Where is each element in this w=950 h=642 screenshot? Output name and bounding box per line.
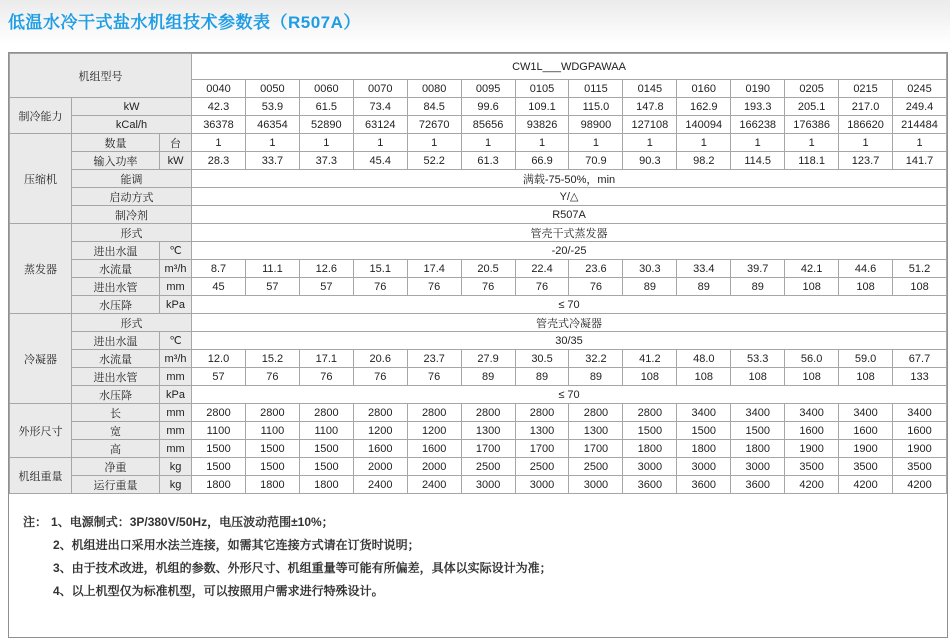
spec-panel xyxy=(8,52,948,638)
value-cell: 114.5 xyxy=(731,152,785,170)
value-cell: 141.7 xyxy=(893,152,947,170)
value-cell: 1200 xyxy=(353,422,407,440)
value-cell: 1 xyxy=(461,134,515,152)
value-cell: 89 xyxy=(461,368,515,386)
row-label: 净重 xyxy=(72,458,160,476)
section-label: 压缩机 xyxy=(10,134,72,224)
value-cell: 3600 xyxy=(623,476,677,494)
value-cell: 127108 xyxy=(623,116,677,134)
spec-table xyxy=(9,53,947,494)
unit-label: mm xyxy=(160,422,192,440)
table-row xyxy=(10,134,947,152)
table-row xyxy=(10,170,947,188)
table-row xyxy=(10,386,947,404)
value-cell: 214484 xyxy=(893,116,947,134)
value-cell: 162.9 xyxy=(677,98,731,116)
value-cell: 1700 xyxy=(569,440,623,458)
section-label: 蒸发器 xyxy=(10,224,72,314)
value-cell: 84.5 xyxy=(407,98,461,116)
unit-label: m³/h xyxy=(160,350,192,368)
value-cell: 2000 xyxy=(353,458,407,476)
value-cell: 17.1 xyxy=(299,350,353,368)
table-row xyxy=(10,422,947,440)
value-cell: 45.4 xyxy=(353,152,407,170)
value-cell: 1100 xyxy=(299,422,353,440)
value-cell: 3500 xyxy=(839,458,893,476)
row-label: 长 xyxy=(72,404,160,422)
value-cell: 1500 xyxy=(245,458,299,476)
merged-value-cell: Y/△ xyxy=(192,188,947,206)
value-cell: 1800 xyxy=(677,440,731,458)
table-row xyxy=(10,152,947,170)
value-cell: 93826 xyxy=(515,116,569,134)
value-cell: 52.2 xyxy=(407,152,461,170)
value-cell: 2800 xyxy=(245,404,299,422)
value-cell: 22.4 xyxy=(515,260,569,278)
value-cell: 3400 xyxy=(893,404,947,422)
value-cell: 76 xyxy=(353,278,407,296)
row-label: 水流量 xyxy=(72,260,160,278)
value-cell: 1 xyxy=(245,134,299,152)
unit-label: m³/h xyxy=(160,260,192,278)
value-cell: 41.2 xyxy=(623,350,677,368)
value-cell: 3600 xyxy=(731,476,785,494)
model-number-cell: 0205 xyxy=(785,80,839,98)
note-item: 1、电源制式：3P/380V/50Hz，电压波动范围±10%； xyxy=(51,515,334,529)
value-cell: 89 xyxy=(677,278,731,296)
series-name-cell: CW1L___WDGPAWAA xyxy=(192,54,947,80)
table-body xyxy=(10,98,947,494)
model-number-cell: 0095 xyxy=(461,80,515,98)
value-cell: 1500 xyxy=(677,422,731,440)
value-cell: 2800 xyxy=(623,404,677,422)
unit-label: ℃ xyxy=(160,242,192,260)
merged-value-cell: -20/-25 xyxy=(192,242,947,260)
value-cell: 108 xyxy=(839,368,893,386)
value-cell: 20.6 xyxy=(353,350,407,368)
table-row xyxy=(10,278,947,296)
unit-label: ℃ xyxy=(160,332,192,350)
value-cell: 20.5 xyxy=(461,260,515,278)
value-cell: 76 xyxy=(569,278,623,296)
value-cell: 115.0 xyxy=(569,98,623,116)
value-cell: 1 xyxy=(839,134,893,152)
unit-label: 台 xyxy=(160,134,192,152)
unit-label: kW xyxy=(160,152,192,170)
value-cell: 12.0 xyxy=(192,350,246,368)
value-cell: 1 xyxy=(569,134,623,152)
value-cell: 70.9 xyxy=(569,152,623,170)
value-cell: 39.7 xyxy=(731,260,785,278)
value-cell: 1500 xyxy=(623,422,677,440)
value-cell: 249.4 xyxy=(893,98,947,116)
value-cell: 57 xyxy=(245,278,299,296)
value-cell: 1500 xyxy=(192,458,246,476)
value-cell: 217.0 xyxy=(839,98,893,116)
model-number-cell: 0215 xyxy=(839,80,893,98)
value-cell: 89 xyxy=(731,278,785,296)
value-cell: 76 xyxy=(515,278,569,296)
value-cell: 4200 xyxy=(893,476,947,494)
model-number-cell: 0190 xyxy=(731,80,785,98)
value-cell: 66.9 xyxy=(515,152,569,170)
merged-value-cell: 满载-75-50%，min xyxy=(192,170,947,188)
value-cell: 1 xyxy=(677,134,731,152)
model-number-cell: 0080 xyxy=(407,80,461,98)
value-cell: 3000 xyxy=(731,458,785,476)
row-label: 输入功率 xyxy=(72,152,160,170)
value-cell: 46354 xyxy=(245,116,299,134)
value-cell: 118.1 xyxy=(785,152,839,170)
value-cell: 76 xyxy=(407,278,461,296)
value-cell: 2800 xyxy=(515,404,569,422)
value-cell: 1900 xyxy=(893,440,947,458)
note-item: 4、以上机型仅为标准机型，可以按照用户需求进行特殊设计。 xyxy=(53,584,384,598)
value-cell: 108 xyxy=(785,278,839,296)
table-row xyxy=(10,296,947,314)
unit-label: kg xyxy=(160,476,192,494)
row-label: 能调 xyxy=(72,170,192,188)
value-cell: 76 xyxy=(299,368,353,386)
table-row xyxy=(10,260,947,278)
title-bar xyxy=(0,0,950,44)
value-cell: 1600 xyxy=(407,440,461,458)
value-cell: 147.8 xyxy=(623,98,677,116)
value-cell: 1600 xyxy=(353,440,407,458)
value-cell: 108 xyxy=(731,368,785,386)
value-cell: 1900 xyxy=(785,440,839,458)
unit-label: mm xyxy=(160,440,192,458)
value-cell: 166238 xyxy=(731,116,785,134)
value-cell: 76 xyxy=(353,368,407,386)
value-cell: 76 xyxy=(407,368,461,386)
value-cell: 1600 xyxy=(785,422,839,440)
value-cell: 1700 xyxy=(461,440,515,458)
row-label: 水压降 xyxy=(72,296,160,314)
unit-label: kg xyxy=(160,458,192,476)
unit-label: kPa xyxy=(160,296,192,314)
value-cell: 2800 xyxy=(461,404,515,422)
section-label: 外形尺寸 xyxy=(10,404,72,458)
value-cell: 30.3 xyxy=(623,260,677,278)
value-cell: 76 xyxy=(461,278,515,296)
value-cell: 57 xyxy=(192,368,246,386)
row-label: 制冷剂 xyxy=(72,206,192,224)
value-cell: 1300 xyxy=(515,422,569,440)
value-cell: 3400 xyxy=(785,404,839,422)
value-cell: 186620 xyxy=(839,116,893,134)
value-cell: 99.6 xyxy=(461,98,515,116)
unit-label: mm xyxy=(160,278,192,296)
value-cell: 1500 xyxy=(245,440,299,458)
value-cell: 1 xyxy=(353,134,407,152)
value-cell: 23.6 xyxy=(569,260,623,278)
value-cell: 98.2 xyxy=(677,152,731,170)
value-cell: 2000 xyxy=(407,458,461,476)
value-cell: 176386 xyxy=(785,116,839,134)
value-cell: 89 xyxy=(623,278,677,296)
value-cell: 3000 xyxy=(569,476,623,494)
table-row xyxy=(10,314,947,332)
value-cell: 15.2 xyxy=(245,350,299,368)
value-cell: 28.3 xyxy=(192,152,246,170)
model-number-cell: 0060 xyxy=(299,80,353,98)
value-cell: 133 xyxy=(893,368,947,386)
value-cell: 1 xyxy=(731,134,785,152)
row-label: 水压降 xyxy=(72,386,160,404)
value-cell: 33.7 xyxy=(245,152,299,170)
unit-label: kPa xyxy=(160,386,192,404)
value-cell: 59.0 xyxy=(839,350,893,368)
value-cell: 3000 xyxy=(515,476,569,494)
value-cell: 1200 xyxy=(407,422,461,440)
value-cell: 42.3 xyxy=(192,98,246,116)
value-cell: 1100 xyxy=(192,422,246,440)
value-cell: 3000 xyxy=(677,458,731,476)
merged-value-cell: 管壳式冷凝器 xyxy=(192,314,947,332)
value-cell: 42.1 xyxy=(785,260,839,278)
value-cell: 89 xyxy=(515,368,569,386)
value-cell: 4200 xyxy=(839,476,893,494)
value-cell: 1700 xyxy=(515,440,569,458)
value-cell: 2800 xyxy=(569,404,623,422)
value-cell: 1 xyxy=(785,134,839,152)
table-row xyxy=(10,188,947,206)
value-cell: 3500 xyxy=(893,458,947,476)
value-cell: 108 xyxy=(623,368,677,386)
row-label: 进出水温 xyxy=(72,332,160,350)
value-cell: 51.2 xyxy=(893,260,947,278)
value-cell: 37.3 xyxy=(299,152,353,170)
value-cell: 2400 xyxy=(407,476,461,494)
value-cell: 1600 xyxy=(893,422,947,440)
value-cell: 73.4 xyxy=(353,98,407,116)
value-cell: 108 xyxy=(785,368,839,386)
model-number-cell: 0115 xyxy=(569,80,623,98)
section-label: 制冷能力 xyxy=(10,98,72,134)
unit-label: mm xyxy=(160,404,192,422)
value-cell: 3400 xyxy=(731,404,785,422)
value-cell: 1600 xyxy=(839,422,893,440)
value-cell: 57 xyxy=(299,278,353,296)
table-row xyxy=(10,350,947,368)
value-cell: 140094 xyxy=(677,116,731,134)
value-cell: 1500 xyxy=(192,440,246,458)
value-cell: 12.6 xyxy=(299,260,353,278)
section-label: 机组重量 xyxy=(10,458,72,494)
value-cell: 1 xyxy=(192,134,246,152)
row-label: 进出水温 xyxy=(72,242,160,260)
table-row xyxy=(10,440,947,458)
value-cell: 2800 xyxy=(299,404,353,422)
table-row xyxy=(10,224,947,242)
value-cell: 30.5 xyxy=(515,350,569,368)
value-cell: 2800 xyxy=(192,404,246,422)
row-label: kW xyxy=(72,98,192,116)
row-label: 宽 xyxy=(72,422,160,440)
model-number-cell: 0160 xyxy=(677,80,731,98)
value-cell: 56.0 xyxy=(785,350,839,368)
table-head xyxy=(10,54,947,98)
value-cell: 61.5 xyxy=(299,98,353,116)
row-label: kCal/h xyxy=(72,116,192,134)
table-row xyxy=(10,98,947,116)
value-cell: 45 xyxy=(192,278,246,296)
value-cell: 3400 xyxy=(677,404,731,422)
note-item: 2、机组进出口采用水法兰连接，如需其它连接方式请在订货时说明； xyxy=(53,538,420,552)
value-cell: 1 xyxy=(299,134,353,152)
row-label: 数量 xyxy=(72,134,160,152)
merged-value-cell: 30/35 xyxy=(192,332,947,350)
value-cell: 52890 xyxy=(299,116,353,134)
value-cell: 1300 xyxy=(569,422,623,440)
value-cell: 15.1 xyxy=(353,260,407,278)
value-cell: 53.9 xyxy=(245,98,299,116)
value-cell: 72670 xyxy=(407,116,461,134)
value-cell: 1800 xyxy=(731,440,785,458)
value-cell: 89 xyxy=(569,368,623,386)
value-cell: 1800 xyxy=(192,476,246,494)
value-cell: 1900 xyxy=(839,440,893,458)
value-cell: 76 xyxy=(245,368,299,386)
value-cell: 1500 xyxy=(299,458,353,476)
value-cell: 48.0 xyxy=(677,350,731,368)
value-cell: 23.7 xyxy=(407,350,461,368)
page-title: 低温水冷干式盐水机组技术参数表（R507A） xyxy=(8,13,361,32)
value-cell: 1500 xyxy=(299,440,353,458)
value-cell: 2500 xyxy=(515,458,569,476)
value-cell: 3600 xyxy=(677,476,731,494)
notes-prefix: 注： xyxy=(23,515,48,529)
row-label: 启动方式 xyxy=(72,188,192,206)
row-label: 形式 xyxy=(72,314,192,332)
merged-value-cell: ≤ 70 xyxy=(192,386,947,404)
row-label: 进出水管 xyxy=(72,278,160,296)
value-cell: 108 xyxy=(677,368,731,386)
value-cell: 53.3 xyxy=(731,350,785,368)
value-cell: 123.7 xyxy=(839,152,893,170)
value-cell: 67.7 xyxy=(893,350,947,368)
table-row xyxy=(10,476,947,494)
value-cell: 3000 xyxy=(461,476,515,494)
value-cell: 44.6 xyxy=(839,260,893,278)
model-number-cell: 0105 xyxy=(515,80,569,98)
row-label: 形式 xyxy=(72,224,192,242)
note-line xyxy=(23,511,937,534)
model-number-cell: 0245 xyxy=(893,80,947,98)
value-cell: 108 xyxy=(893,278,947,296)
table-row xyxy=(10,242,947,260)
model-number-cell: 0145 xyxy=(623,80,677,98)
value-cell: 1 xyxy=(407,134,461,152)
unit-label: mm xyxy=(160,368,192,386)
value-cell: 1100 xyxy=(245,422,299,440)
value-cell: 27.9 xyxy=(461,350,515,368)
value-cell: 2800 xyxy=(407,404,461,422)
table-row xyxy=(10,116,947,134)
notes-section xyxy=(9,494,947,603)
value-cell: 33.4 xyxy=(677,260,731,278)
model-label-cell: 机组型号 xyxy=(10,54,192,98)
merged-value-cell: R507A xyxy=(192,206,947,224)
row-label: 高 xyxy=(72,440,160,458)
merged-value-cell: 管壳干式蒸发器 xyxy=(192,224,947,242)
value-cell: 3000 xyxy=(623,458,677,476)
value-cell: 1800 xyxy=(245,476,299,494)
value-cell: 2500 xyxy=(461,458,515,476)
note-item: 3、由于技术改进，机组的参数、外形尺寸、机组重量等可能有所偏差，具体以实际设计为准； xyxy=(53,561,552,575)
value-cell: 17.4 xyxy=(407,260,461,278)
value-cell: 205.1 xyxy=(785,98,839,116)
value-cell: 61.3 xyxy=(461,152,515,170)
value-cell: 98900 xyxy=(569,116,623,134)
value-cell: 2500 xyxy=(569,458,623,476)
value-cell: 2400 xyxy=(353,476,407,494)
row-label: 水流量 xyxy=(72,350,160,368)
value-cell: 1 xyxy=(623,134,677,152)
model-number-cell: 0070 xyxy=(353,80,407,98)
value-cell: 85656 xyxy=(461,116,515,134)
model-number-cell: 0040 xyxy=(192,80,246,98)
value-cell: 90.3 xyxy=(623,152,677,170)
merged-value-cell: ≤ 70 xyxy=(192,296,947,314)
value-cell: 4200 xyxy=(785,476,839,494)
value-cell: 1300 xyxy=(461,422,515,440)
table-row xyxy=(10,332,947,350)
row-label: 进出水管 xyxy=(72,368,160,386)
value-cell: 1 xyxy=(893,134,947,152)
value-cell: 11.1 xyxy=(245,260,299,278)
value-cell: 3500 xyxy=(785,458,839,476)
table-row xyxy=(10,458,947,476)
value-cell: 63124 xyxy=(353,116,407,134)
section-label: 冷凝器 xyxy=(10,314,72,404)
value-cell: 36378 xyxy=(192,116,246,134)
table-row xyxy=(10,206,947,224)
value-cell: 2800 xyxy=(353,404,407,422)
value-cell: 1800 xyxy=(299,476,353,494)
value-cell: 1 xyxy=(515,134,569,152)
value-cell: 193.3 xyxy=(731,98,785,116)
value-cell: 3400 xyxy=(839,404,893,422)
value-cell: 1500 xyxy=(731,422,785,440)
value-cell: 8.7 xyxy=(192,260,246,278)
table-row xyxy=(10,368,947,386)
value-cell: 32.2 xyxy=(569,350,623,368)
value-cell: 109.1 xyxy=(515,98,569,116)
table-row xyxy=(10,404,947,422)
row-label: 运行重量 xyxy=(72,476,160,494)
value-cell: 1800 xyxy=(623,440,677,458)
model-number-cell: 0050 xyxy=(245,80,299,98)
value-cell: 108 xyxy=(839,278,893,296)
